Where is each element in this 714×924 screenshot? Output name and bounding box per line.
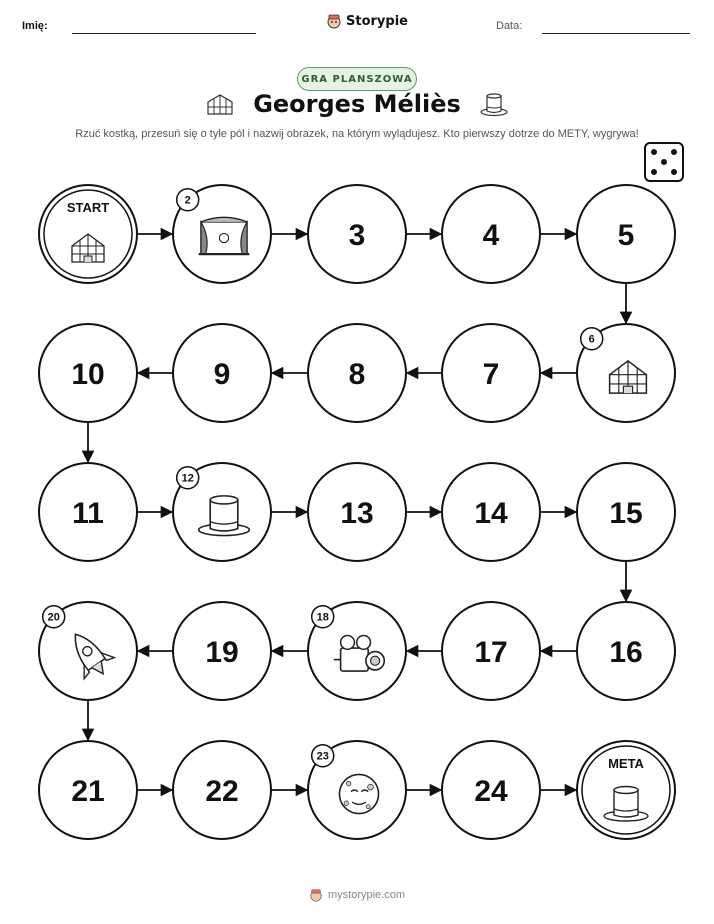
page-title: Georges Méliès bbox=[253, 90, 461, 118]
space-number: 7 bbox=[482, 358, 500, 391]
space-number: 2 bbox=[184, 194, 191, 207]
start-label: START bbox=[66, 200, 110, 215]
space-number: 9 bbox=[213, 358, 231, 391]
dice-icon bbox=[645, 143, 683, 181]
board-space-7[interactable] bbox=[442, 324, 540, 422]
space-number: 22 bbox=[205, 775, 239, 808]
space-number: 8 bbox=[348, 358, 366, 391]
space-number: 6 bbox=[588, 333, 595, 346]
board-space-3[interactable] bbox=[308, 185, 406, 283]
space-number-badge bbox=[43, 606, 65, 628]
space-number: 11 bbox=[72, 497, 104, 530]
space-number-badge bbox=[177, 467, 199, 489]
board-space-15[interactable] bbox=[577, 463, 675, 561]
board-space-12[interactable] bbox=[173, 463, 271, 561]
board-space-11[interactable] bbox=[39, 463, 137, 561]
space-number: 20 bbox=[47, 611, 60, 624]
space-number: 23 bbox=[316, 750, 329, 763]
board-space-14[interactable] bbox=[442, 463, 540, 561]
space-number: 4 bbox=[482, 219, 500, 252]
board-space-21[interactable] bbox=[39, 741, 137, 839]
space-number: 3 bbox=[348, 219, 366, 252]
date-label: Data: bbox=[496, 20, 523, 32]
board-space-18[interactable] bbox=[308, 602, 406, 700]
board-space-4[interactable] bbox=[442, 185, 540, 283]
footer-url: mystorypie.com bbox=[327, 889, 406, 901]
board-space-22[interactable] bbox=[173, 741, 271, 839]
board-space-23[interactable] bbox=[308, 741, 406, 839]
board-space-24[interactable] bbox=[442, 741, 540, 839]
space-number-badge bbox=[581, 328, 603, 350]
board-space-10[interactable] bbox=[39, 324, 137, 422]
space-number: 5 bbox=[617, 219, 635, 252]
board-space-8[interactable] bbox=[308, 324, 406, 422]
brand-name: Storypie bbox=[346, 13, 408, 29]
board-space-20[interactable] bbox=[39, 602, 137, 700]
space-number-badge bbox=[312, 745, 334, 767]
space-number: 19 bbox=[205, 636, 239, 669]
board-space-16[interactable] bbox=[577, 602, 675, 700]
space-number-badge bbox=[177, 189, 199, 211]
space-number: 10 bbox=[71, 358, 105, 391]
space-number-badge bbox=[312, 606, 334, 628]
space-number: 18 bbox=[316, 611, 329, 624]
space-number: 17 bbox=[474, 636, 508, 669]
moon-face-icon bbox=[339, 774, 378, 813]
board-space-5[interactable] bbox=[577, 185, 675, 283]
storypie-footer-icon bbox=[309, 888, 323, 902]
space-number: 12 bbox=[181, 472, 194, 485]
board-space-6[interactable] bbox=[577, 324, 675, 422]
space-number: 14 bbox=[474, 497, 508, 530]
name-label: Imię: bbox=[22, 20, 48, 32]
space-number: 24 bbox=[474, 775, 508, 808]
instructions: Rzuć kostką, przesuń się o tyle pól i nazwij obrazek, na którym wylądujesz. Kto pierwszy dotrze do METY, wygrywa! bbox=[75, 128, 639, 140]
board-space-2[interactable] bbox=[173, 185, 271, 283]
finish-label: META bbox=[608, 756, 644, 771]
board-space-13[interactable] bbox=[308, 463, 406, 561]
footer bbox=[0, 888, 714, 902]
board-space-19[interactable] bbox=[173, 602, 271, 700]
space-number: 13 bbox=[340, 497, 374, 530]
start-space[interactable] bbox=[39, 185, 137, 283]
finish-space[interactable] bbox=[577, 741, 675, 839]
space-number: 16 bbox=[609, 636, 643, 669]
board-space-17[interactable] bbox=[442, 602, 540, 700]
theater-stage-icon bbox=[199, 217, 250, 254]
board-space-9[interactable] bbox=[173, 324, 271, 422]
space-number: 15 bbox=[609, 497, 643, 530]
space-number: 21 bbox=[71, 775, 105, 808]
game-type-badge: GRA PLANSZOWA bbox=[297, 67, 417, 91]
